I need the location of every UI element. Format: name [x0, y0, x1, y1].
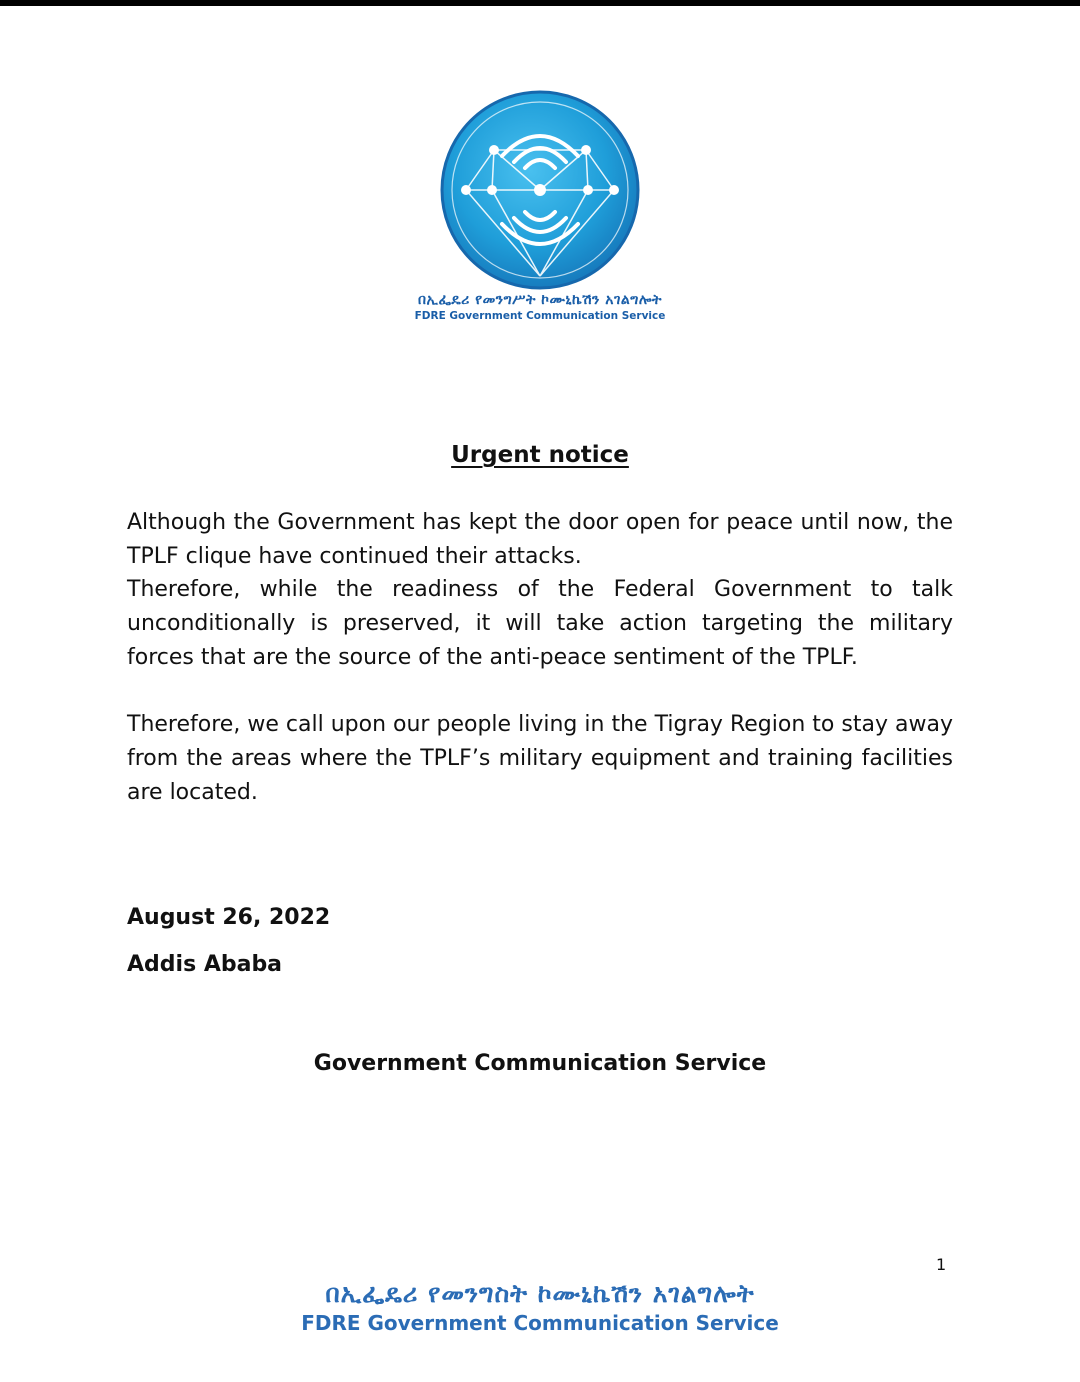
footer-amharic-text: በኢፌዴሪ የመንግስት ኮሙኒኬሽን አገልግሎት [325, 1279, 755, 1308]
signature: Government Communication Service [313, 1051, 767, 1076]
notice-paragraph-2: Therefore, while the readiness of the Federal Government to talk unconditionally is preserved, it will take action targeting the military forces that are the source of the anti-peace sentiment of the TPLF. [127, 577, 953, 670]
logo-english-text: FDRE Government Communication Service [414, 310, 666, 322]
footer-english-text: FDRE Government Communication Service [301, 1311, 779, 1335]
notice-date: August 26, 2022 [127, 905, 331, 930]
logo-amharic-text: በኢፌዴሪ የመንግሥት ኮሙኒኬሽን አገልግሎት [418, 292, 662, 308]
fdre-gcs-logo [430, 86, 650, 306]
page-number: 1 [936, 1255, 947, 1274]
notice-paragraph-3: Therefore, we call upon our people living in the Tigray Region to stay away from the areas where the TPLF’s military equipment and training facilities are located. [127, 712, 953, 805]
notice-paragraph-1: Although the Government has kept the door open for peace until now, the TPLF clique have continued their attacks. [127, 510, 953, 569]
top-border [0, 0, 1080, 6]
notice-title: Urgent notice [451, 442, 629, 468]
notice-place: Addis Ababa [127, 952, 283, 977]
